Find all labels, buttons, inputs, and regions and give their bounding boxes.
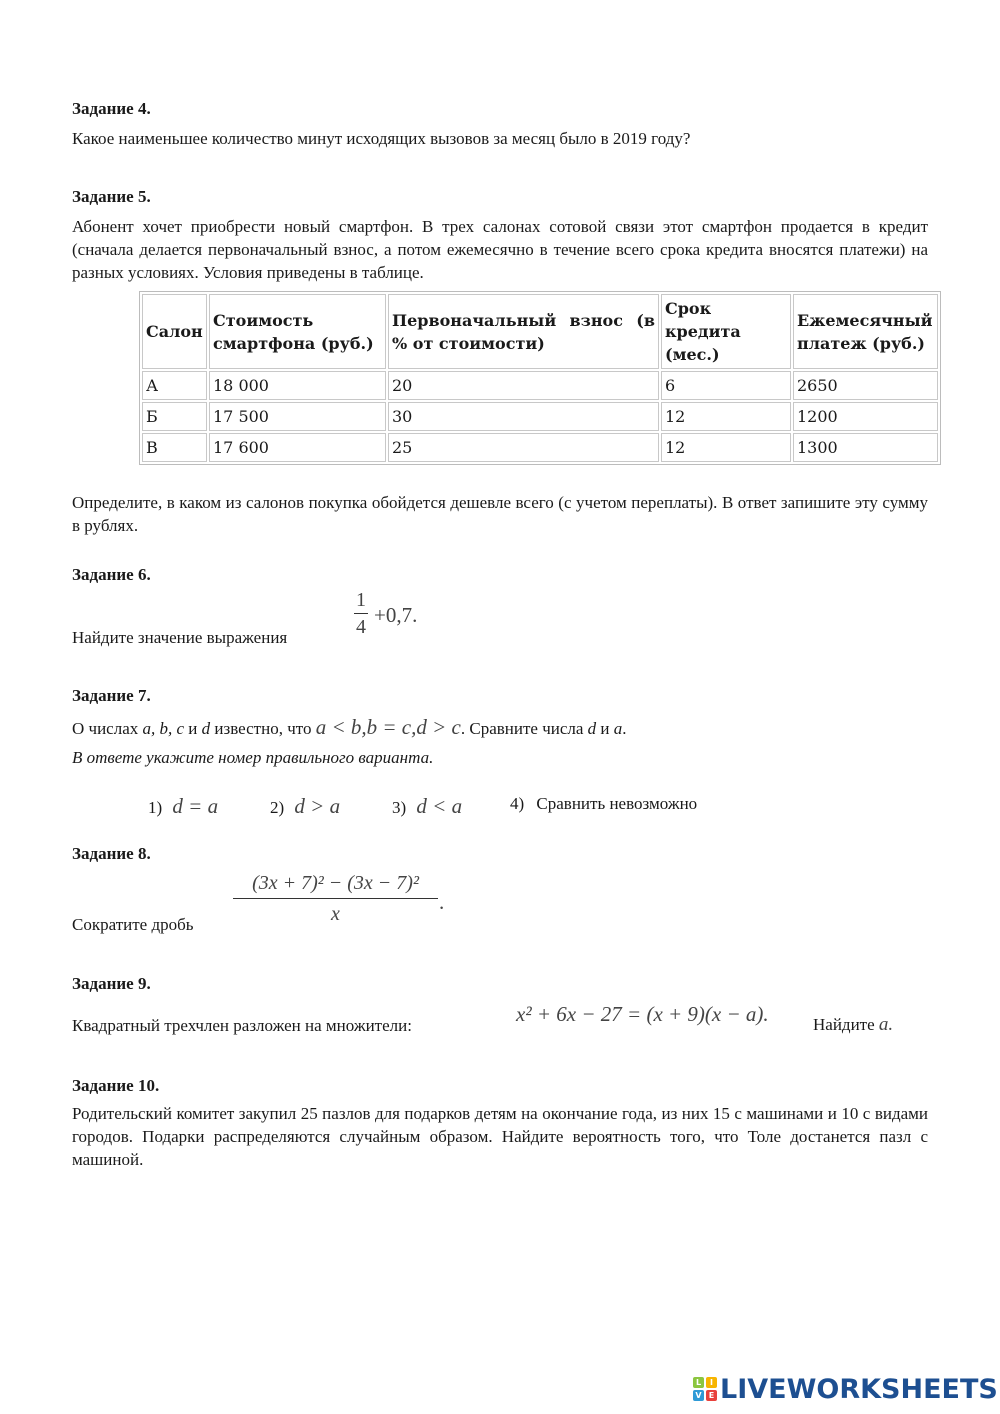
- header-term: Срок кредита (мес.): [661, 294, 791, 369]
- header-monthly-payment: Ежемесячный платеж (руб.): [793, 294, 938, 369]
- cell-initial: 20: [388, 371, 659, 400]
- cell-monthly: 2650: [793, 371, 938, 400]
- task-9-title: Задание 9.: [72, 974, 151, 993]
- task-9-text: Квадратный трехчлен разложен на множители:: [72, 1016, 412, 1035]
- text: Найдите: [813, 1015, 875, 1034]
- option-2[interactable]: [270, 794, 340, 819]
- cell-cost: 17 600: [209, 433, 386, 462]
- cell-cost: 17 500: [209, 402, 386, 431]
- logo-block: L: [693, 1377, 704, 1388]
- variables: a, b, c: [142, 719, 185, 738]
- task-4-title: Задание 4.: [72, 99, 151, 118]
- fraction-denominator: x: [331, 903, 340, 925]
- condition-expression: a < b,b = c,d > c: [315, 715, 461, 739]
- option-number: 3): [392, 798, 407, 817]
- table-row: [142, 402, 938, 431]
- text: . Сравните числа: [460, 719, 588, 738]
- option-number: 4): [510, 794, 525, 813]
- cell-term: 6: [661, 371, 791, 400]
- cell-salon: В: [142, 433, 207, 462]
- task-9-ask: [813, 1014, 893, 1036]
- variable-a: a.: [878, 1014, 894, 1035]
- task-7-title: Задание 7.: [72, 686, 151, 705]
- table-row: [142, 433, 938, 462]
- task-9-equation: x² + 6x − 27 = (x + 9)(x − a).: [516, 1002, 769, 1026]
- text: и: [184, 719, 202, 738]
- cell-monthly: 1200: [793, 402, 938, 431]
- header-cost: Стоимость смартфона (руб.): [209, 294, 386, 369]
- liveworksheets-logo: [693, 1374, 998, 1404]
- text: О числах: [72, 719, 143, 738]
- task-4-text: Какое наименьшее количество минут исходящих вызовов за месяц было в 2019 году?: [72, 129, 691, 148]
- logo-blocks-icon: [693, 1377, 717, 1401]
- option-3[interactable]: [392, 794, 462, 819]
- cell-initial: 30: [388, 402, 659, 431]
- task-5-text: Абонент хочет приобрести новый смартфон. В трех салонах сотовой связи этот смартфон продается в кредит (сначала делается первоначальный взнос, а потом ежемесячно в течение всего срока кредита вносятся платежи) на разных условиях. Условия приведены в таблице.: [72, 217, 928, 282]
- task-6-title: Задание 6.: [72, 565, 151, 584]
- task-8-text: Сократите дробь: [72, 915, 194, 934]
- variable-d: d: [201, 719, 211, 738]
- header-initial-payment: Первоначальный взнос (в % от стоимости): [388, 294, 659, 369]
- table-row: [142, 371, 938, 400]
- logo-block: I: [706, 1377, 717, 1388]
- option-4[interactable]: [510, 794, 697, 814]
- task-7-text: [72, 716, 928, 740]
- option-expression: d > a: [294, 794, 341, 818]
- variable-a: a: [613, 719, 623, 738]
- task-6-expression-tail: +0,7.: [374, 603, 418, 627]
- table-header-row: [142, 294, 938, 369]
- option-number: 2): [270, 798, 285, 817]
- text: и: [596, 719, 614, 738]
- option-1[interactable]: [148, 794, 218, 819]
- fraction-numerator: 1: [356, 589, 366, 611]
- salon-conditions-table: [139, 291, 941, 465]
- cell-term: 12: [661, 433, 791, 462]
- logo-block: V: [693, 1390, 704, 1401]
- option-number: 1): [148, 798, 163, 817]
- task-8-period: .: [439, 890, 445, 914]
- cell-salon: А: [142, 371, 207, 400]
- option-expression: d < a: [416, 794, 463, 818]
- logo-block: E: [706, 1390, 717, 1401]
- option-expression: d = a: [172, 794, 219, 818]
- task-10-text: Родительский комитет закупил 25 пазлов для подарков детям на окончание года, из них 15 с машинами и 10 с видами городов. Подарки распределяются случайным образом. Найдите вероятность того, что Толе достанется пазл с машиной.: [72, 1104, 928, 1169]
- task-7-instruction: В ответе укажите номер правильного варианта.: [72, 748, 434, 767]
- task-6-text: Найдите значение выражения: [72, 628, 288, 647]
- option-expression: Сравнить невозможно: [536, 794, 698, 813]
- text: .: [622, 719, 627, 738]
- task-5-title: Задание 5.: [72, 187, 151, 206]
- cell-salon: Б: [142, 402, 207, 431]
- header-salon: Салон: [142, 294, 207, 369]
- task-6-fraction: [352, 588, 370, 639]
- task-5-question: Определите, в каком из салонов покупка обойдется дешевле всего (с учетом переплаты). В ответ запишите эту сумму в рублях.: [72, 493, 928, 535]
- cell-initial: 25: [388, 433, 659, 462]
- task-8-title: Задание 8.: [72, 844, 151, 863]
- task-8-fraction: [233, 870, 438, 927]
- text: известно, что: [210, 719, 316, 738]
- task-10-title: Задание 10.: [72, 1076, 160, 1095]
- cell-term: 12: [661, 402, 791, 431]
- cell-monthly: 1300: [793, 433, 938, 462]
- fraction-numerator: (3x + 7)² − (3x − 7)²: [252, 872, 419, 894]
- logo-text: LIVEWORKSHEETS: [720, 1373, 998, 1405]
- cell-cost: 18 000: [209, 371, 386, 400]
- fraction-denominator: 4: [356, 616, 366, 638]
- variable-d: d: [587, 719, 597, 738]
